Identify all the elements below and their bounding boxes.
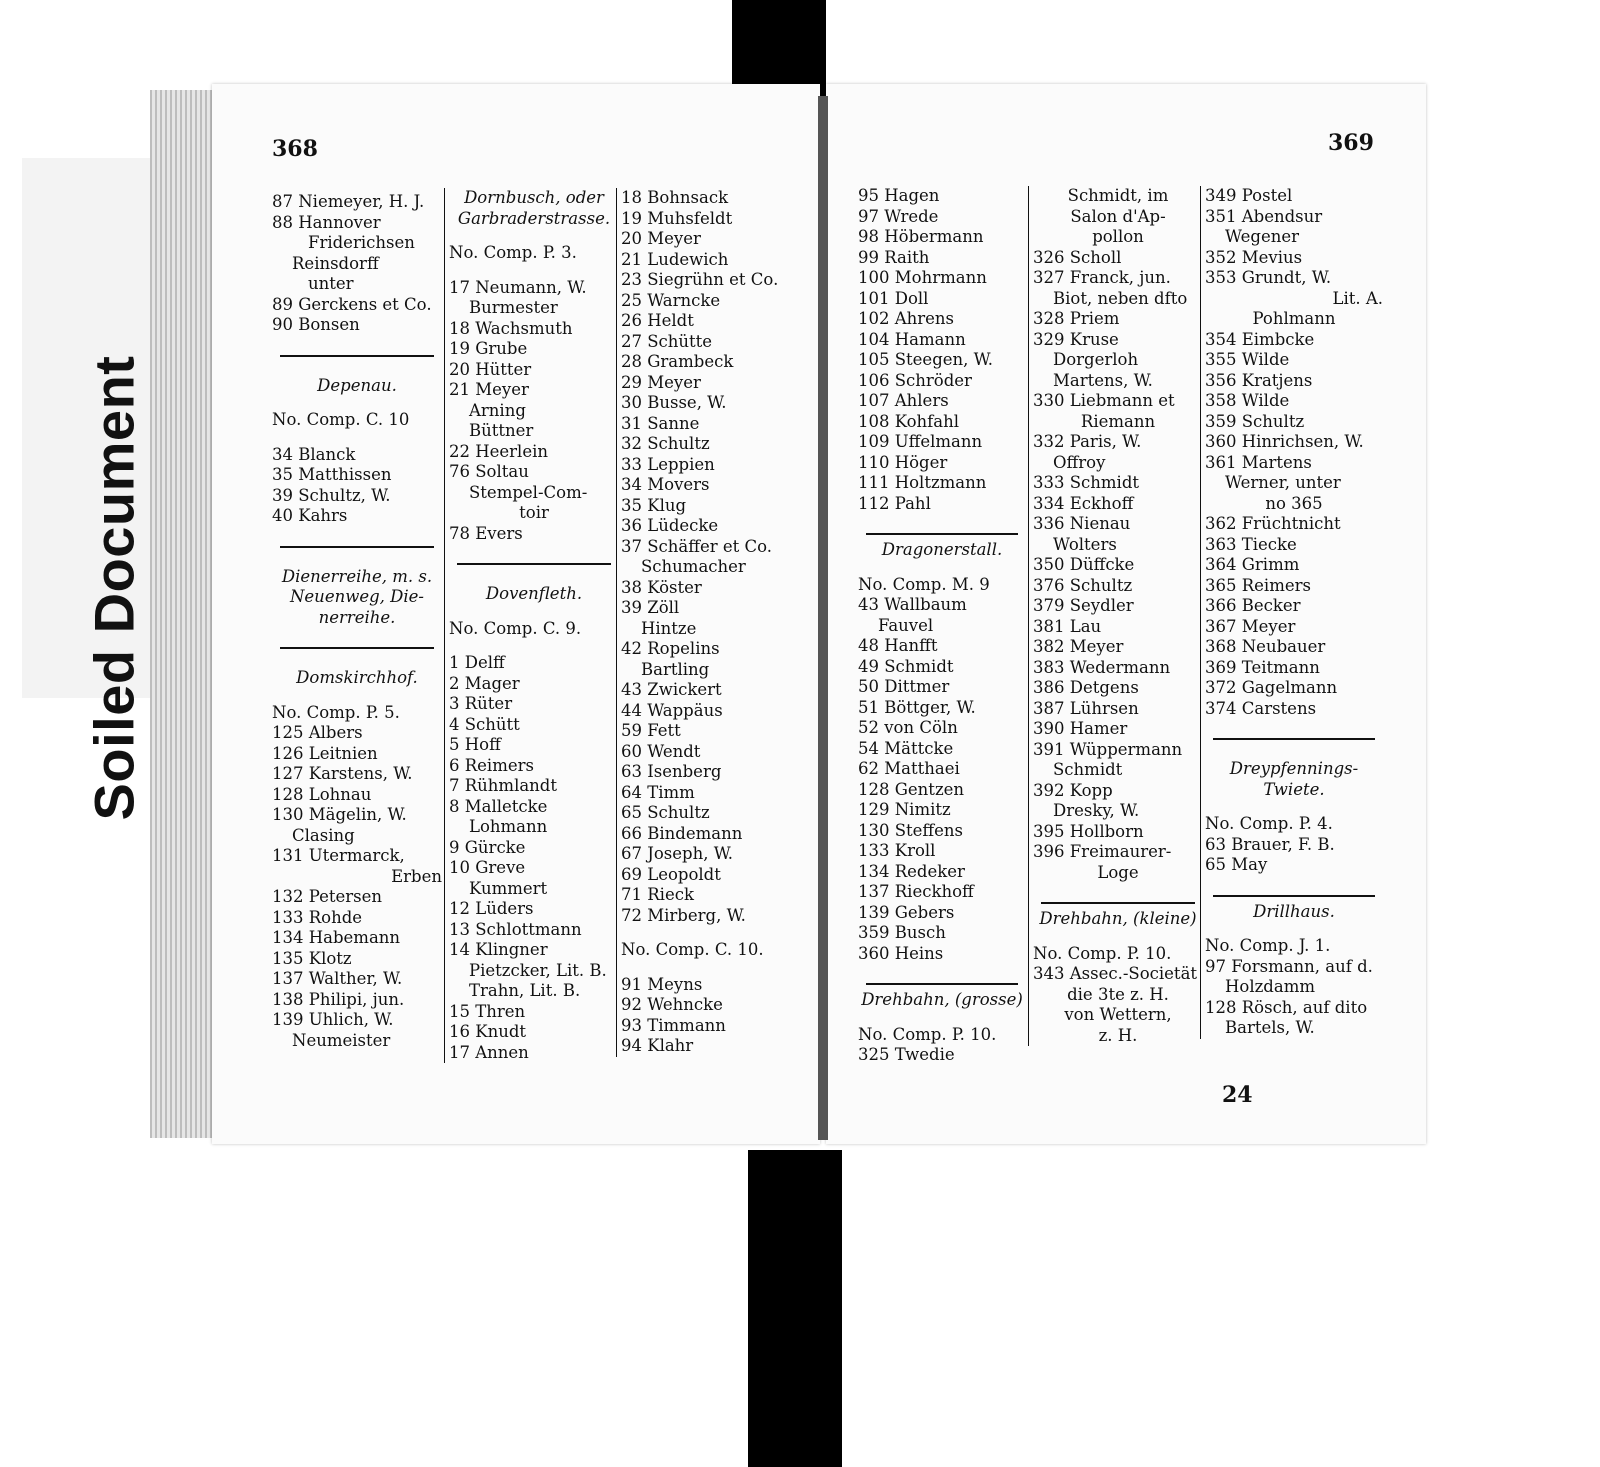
directory-entry: 138 Philipi, jun. xyxy=(272,989,405,1009)
directory-entry: 5 Hoff xyxy=(449,735,501,754)
street-heading: Dragonerstall. xyxy=(881,540,1003,559)
directory-entry: 37 Schäffer et Co. xyxy=(621,536,773,556)
spacer xyxy=(1033,930,1203,944)
directory-entry: 4 Schütt xyxy=(449,714,520,734)
section-rule xyxy=(1033,897,1203,909)
directory-entry: 48 Hanfft xyxy=(858,636,938,655)
directory-entry: Martens, W. xyxy=(1053,370,1153,390)
directory-entry: no 365 xyxy=(1265,493,1323,513)
street-heading: Domskirchhof. xyxy=(296,668,418,687)
directory-entry: 95 Hagen xyxy=(858,186,940,205)
directory-entry: 364 Grimm xyxy=(1205,555,1300,574)
directory-entry: No. Comp. C. 9. xyxy=(449,618,582,638)
directory-entry: Clasing xyxy=(292,825,355,845)
spacer xyxy=(621,926,809,940)
directory-entry: Pietzcker, Lit. B. xyxy=(469,960,607,980)
street-heading: Garbraderstrasse. xyxy=(457,208,611,228)
directory-entry: Bartling xyxy=(641,659,710,679)
directory-entry: 351 Abendsur xyxy=(1205,206,1323,226)
directory-entry: 29 Meyer xyxy=(621,372,701,392)
directory-entry: 12 Lüders xyxy=(449,899,534,918)
directory-entry: 50 Dittmer xyxy=(858,677,950,696)
directory-entry: 25 Warncke xyxy=(621,290,721,310)
section-rule xyxy=(449,558,619,570)
directory-entry: 336 Nienau xyxy=(1033,514,1131,533)
street-heading: Depenau. xyxy=(317,375,397,395)
spacer xyxy=(272,431,442,445)
spacer xyxy=(272,396,442,410)
directory-entry: 23 Siegrühn et Co. xyxy=(621,270,779,289)
directory-entry: 49 Schmidt xyxy=(858,656,954,676)
section-rule xyxy=(858,978,1026,990)
right-column-3 xyxy=(1200,186,1383,1039)
spacer xyxy=(449,639,619,653)
directory-entry: 39 Zöll xyxy=(621,598,680,617)
directory-entry: 381 Lau xyxy=(1033,616,1102,636)
directory-entry: 31 Sanne xyxy=(621,413,700,433)
directory-entry: 325 Twedie xyxy=(858,1045,955,1064)
book-gutter xyxy=(818,96,828,1140)
directory-entry: 374 Carstens xyxy=(1205,698,1317,718)
directory-entry: Salon d'Ap- xyxy=(1070,206,1166,226)
directory-entry: 390 Hamer xyxy=(1033,719,1128,738)
directory-entry: 125 Albers xyxy=(272,723,363,742)
directory-entry: 133 Kroll xyxy=(858,841,936,860)
directory-entry: toir xyxy=(519,503,549,522)
directory-entry: Burmester xyxy=(469,298,558,317)
directory-entry: 93 Timmann xyxy=(621,1015,726,1035)
directory-entry: 2 Mager xyxy=(449,673,520,693)
spacer xyxy=(272,336,442,350)
street-heading: Twiete. xyxy=(1263,779,1325,799)
soiled-document-stamp xyxy=(22,158,153,821)
directory-entry: 15 Thren xyxy=(449,1001,526,1021)
directory-entry: Trahn, Lit. B. xyxy=(469,981,581,1000)
directory-entry: Dorgerloh xyxy=(1053,350,1139,369)
directory-entry: No. Comp. P. 10. xyxy=(858,1024,997,1044)
directory-entry: 379 Seydler xyxy=(1033,596,1134,615)
directory-entry: 330 Liebmann et xyxy=(1033,391,1175,410)
directory-entry: Reinsdorff xyxy=(292,253,379,273)
street-heading: Neuenweg, Die- xyxy=(289,587,424,606)
directory-entry: 6 Reimers xyxy=(449,755,534,775)
directory-entry: 349 Postel xyxy=(1205,186,1293,205)
directory-entry: 3 Rüter xyxy=(449,694,513,713)
directory-entry: No. Comp. C. 10. xyxy=(621,940,764,959)
directory-entry: No. Comp. P. 3. xyxy=(449,243,577,262)
directory-entry: 19 Grube xyxy=(449,339,528,358)
directory-entry: 329 Kruse xyxy=(1033,329,1119,349)
directory-entry: 383 Wedermann xyxy=(1033,657,1171,677)
directory-entry: z. H. xyxy=(1098,1025,1138,1045)
spacer xyxy=(621,961,809,975)
directory-entry: 126 Leitnien xyxy=(272,743,378,763)
directory-entry: Neumeister xyxy=(292,1030,391,1050)
directory-entry: 131 Utermarck, xyxy=(272,846,405,865)
directory-entry: 387 Lührsen xyxy=(1033,698,1139,718)
directory-entry: 365 Reimers xyxy=(1205,575,1311,595)
spacer xyxy=(449,544,619,558)
directory-entry: 128 Gentzen xyxy=(858,779,965,799)
spacer xyxy=(272,527,442,541)
directory-entry: 110 Höger xyxy=(858,452,948,472)
section-rule xyxy=(272,350,442,362)
directory-entry: Erben xyxy=(391,866,442,886)
directory-entry: 137 Rieckhoff xyxy=(858,882,974,901)
directory-entry: 34 Movers xyxy=(621,475,710,494)
directory-entry: 97 Forsmann, auf d. xyxy=(1205,956,1373,976)
directory-entry: 35 Klug xyxy=(621,495,687,515)
directory-entry: 34 Blanck xyxy=(272,444,356,464)
spacer xyxy=(449,605,619,619)
directory-entry: Wolters xyxy=(1053,534,1117,554)
directory-entry: 105 Steegen, W. xyxy=(858,350,993,369)
directory-entry: Wegener xyxy=(1225,227,1299,246)
street-heading: Dovenfleth. xyxy=(485,584,583,603)
directory-entry: 38 Köster xyxy=(621,577,702,597)
directory-entry: 35 Matthissen xyxy=(272,465,392,484)
stamp-label: Soiled Document xyxy=(82,355,146,821)
directory-entry: No. Comp. C. 10 xyxy=(272,410,410,429)
directory-entry: 391 Wüppermann xyxy=(1033,739,1183,759)
directory-entry: 36 Lüdecke xyxy=(621,516,719,535)
directory-entry: 130 Steffens xyxy=(858,820,964,840)
directory-entry: Friderichsen xyxy=(308,233,415,252)
directory-entry: Holzdamm xyxy=(1225,977,1315,996)
directory-entry: 134 Redeker xyxy=(858,861,965,881)
directory-entry: 130 Mägelin, W. xyxy=(272,805,407,824)
directory-entry: 359 Busch xyxy=(858,923,946,942)
directory-entry: 108 Kohfahl xyxy=(858,411,960,431)
directory-entry: 360 Hinrichsen, W. xyxy=(1205,432,1364,451)
directory-entry: 334 Eckhoff xyxy=(1033,493,1134,513)
directory-entry: Loge xyxy=(1097,862,1139,882)
left-column-1 xyxy=(272,192,442,1051)
directory-entry: 101 Doll xyxy=(858,288,929,308)
directory-entry: 137 Walther, W. xyxy=(272,969,403,988)
directory-entry: 51 Böttger, W. xyxy=(858,697,976,717)
directory-entry: 367 Meyer xyxy=(1205,616,1296,636)
directory-entry: 66 Bindemann xyxy=(621,823,743,843)
directory-entry: 9 Gürcke xyxy=(449,837,526,857)
spacer xyxy=(1205,876,1383,890)
directory-entry: 111 Holtzmann xyxy=(858,473,987,492)
directory-entry: 99 Raith xyxy=(858,247,930,267)
directory-entry: 392 Kopp xyxy=(1033,780,1113,800)
directory-entry: 386 Detgens xyxy=(1033,678,1139,697)
spacer xyxy=(449,229,619,243)
directory-entry: 71 Rieck xyxy=(621,885,694,904)
directory-entry: pollon xyxy=(1092,227,1144,246)
directory-entry: 32 Schultz xyxy=(621,434,710,453)
street-heading: Dienerreihe, m. s. xyxy=(281,566,433,586)
directory-entry: 21 Ludewich xyxy=(621,249,729,269)
directory-entry: 92 Wehncke xyxy=(621,995,723,1014)
directory-entry: 78 Evers xyxy=(449,523,523,543)
section-rule xyxy=(1205,890,1383,902)
spacer xyxy=(449,570,619,584)
directory-entry: No. Comp. J. 1. xyxy=(1205,936,1331,955)
directory-entry: 333 Schmidt xyxy=(1033,473,1140,492)
street-heading: nerreihe. xyxy=(318,607,396,627)
directory-entry: Schmidt xyxy=(1053,760,1123,779)
directory-entry: 43 Wallbaum xyxy=(858,595,967,614)
spacer xyxy=(272,362,442,376)
directory-entry: 20 Meyer xyxy=(621,229,701,248)
directory-entry: 76 Soltau xyxy=(449,462,529,481)
street-heading: Dornbusch, oder xyxy=(464,188,604,207)
directory-entry: 343 Assec.-Societät xyxy=(1033,964,1198,983)
directory-entry: 42 Ropelins xyxy=(621,639,720,658)
directory-entry: 67 Joseph, W. xyxy=(621,844,734,863)
directory-entry: 16 Knudt xyxy=(449,1022,527,1041)
directory-entry: 352 Mevius xyxy=(1205,247,1303,267)
directory-entry: 90 Bonsen xyxy=(272,315,360,334)
directory-entry: 60 Wendt xyxy=(621,741,701,761)
directory-entry: 87 Niemeyer, H. J. xyxy=(272,192,425,211)
directory-entry: 358 Wilde xyxy=(1205,391,1290,410)
directory-entry: 356 Kratjens xyxy=(1205,370,1313,390)
directory-entry: 139 Uhlich, W. xyxy=(272,1010,394,1029)
directory-entry: 353 Grundt, W. xyxy=(1205,268,1332,287)
directory-entry: 65 May xyxy=(1205,855,1268,874)
directory-entry: 327 Franck, jun. xyxy=(1033,268,1171,287)
directory-entry: 72 Mirberg, W. xyxy=(621,905,746,925)
directory-entry: Pohlmann xyxy=(1252,309,1336,328)
directory-entry: 134 Habemann xyxy=(272,928,401,947)
directory-entry: 361 Martens xyxy=(1205,452,1312,472)
directory-entry: Riemann xyxy=(1080,411,1156,431)
directory-entry: 52 von Cöln xyxy=(858,718,958,737)
directory-entry: Schumacher xyxy=(641,557,746,576)
spacer xyxy=(1205,745,1383,759)
directory-entry: 43 Zwickert xyxy=(621,680,722,699)
directory-entry: No. Comp. M. 9 xyxy=(858,574,990,594)
directory-entry: 40 Kahrs xyxy=(272,506,348,525)
directory-entry: 366 Becker xyxy=(1205,596,1301,615)
directory-entry: 94 Klahr xyxy=(621,1036,694,1055)
street-heading: Drehbahn, (grosse) xyxy=(861,990,1023,1009)
left-column-3 xyxy=(616,188,809,1057)
right-column-2 xyxy=(1028,186,1203,1046)
directory-entry: 8 Malletcke xyxy=(449,796,548,816)
directory-entry: 19 Muhsfeldt xyxy=(621,208,733,228)
directory-entry: Büttner xyxy=(469,421,534,440)
left-page-number: 368 xyxy=(272,136,318,162)
directory-entry: 97 Wrede xyxy=(858,206,939,226)
directory-entry: von Wettern, xyxy=(1064,1005,1172,1024)
directory-entry: 10 Greve xyxy=(449,858,526,877)
spacer xyxy=(272,689,442,703)
directory-entry: 368 Neubauer xyxy=(1205,637,1326,656)
directory-entry: No. Comp. P. 4. xyxy=(1205,814,1333,833)
directory-entry: 17 Neumann, W. xyxy=(449,277,587,297)
left-column-2 xyxy=(444,188,619,1063)
directory-entry: 39 Schultz, W. xyxy=(272,485,391,505)
directory-entry: 102 Ahrens xyxy=(858,309,955,328)
directory-entry: Arning xyxy=(469,400,526,420)
directory-entry: 89 Gerckens et Co. xyxy=(272,294,432,314)
spacer xyxy=(272,654,442,668)
page-edges xyxy=(150,90,220,1138)
directory-entry: 64 Timm xyxy=(621,782,695,802)
street-heading: Drehbahn, (kleine) xyxy=(1039,909,1197,928)
directory-entry: 328 Priem xyxy=(1033,309,1120,328)
directory-entry: 18 Wachsmuth xyxy=(449,318,573,338)
directory-entry: Dresky, W. xyxy=(1053,801,1140,820)
right-column-1 xyxy=(858,186,1026,1066)
directory-entry: 28 Grambeck xyxy=(621,352,734,371)
directory-entry: 135 Klotz xyxy=(272,948,352,968)
directory-entry: die 3te z. H. xyxy=(1067,984,1169,1004)
signature-mark: 24 xyxy=(1222,1082,1253,1108)
spacer xyxy=(272,628,442,642)
directory-entry: 332 Paris, W. xyxy=(1033,432,1142,451)
spacer xyxy=(858,1011,1026,1025)
right-page-number: 369 xyxy=(1328,130,1374,156)
directory-entry: 128 Rösch, auf dito xyxy=(1205,997,1368,1017)
directory-entry: 21 Meyer xyxy=(449,380,529,399)
directory-entry: 107 Ahlers xyxy=(858,391,949,410)
directory-entry: Lit. A. xyxy=(1332,288,1383,308)
directory-entry: 54 Mättcke xyxy=(858,738,954,758)
directory-entry: Hintze xyxy=(641,618,697,638)
directory-entry: 22 Heerlein xyxy=(449,441,548,461)
directory-entry: 396 Freimaurer- xyxy=(1033,842,1172,861)
directory-entry: 91 Meyns xyxy=(621,974,703,994)
directory-entry: 33 Leppien xyxy=(621,454,715,474)
directory-entry: 372 Gagelmann xyxy=(1205,678,1338,697)
directory-entry: Offroy xyxy=(1053,452,1106,472)
directory-entry: 104 Hamann xyxy=(858,329,966,349)
spacer xyxy=(1205,719,1383,733)
directory-entry: Fauvel xyxy=(878,615,934,635)
directory-entry: 88 Hannover xyxy=(272,212,381,232)
directory-entry: No. Comp. P. 10. xyxy=(1033,943,1172,963)
directory-entry: 129 Nimitz xyxy=(858,800,951,819)
directory-entry: 1 Delff xyxy=(449,653,505,672)
spacer xyxy=(272,553,442,567)
directory-entry: 27 Schütte xyxy=(621,331,713,351)
spacer xyxy=(858,561,1026,575)
directory-entry: 355 Wilde xyxy=(1205,350,1290,369)
directory-entry: 100 Mohrmann xyxy=(858,268,987,287)
directory-entry: No. Comp. P. 5. xyxy=(272,702,400,722)
directory-entry: 69 Leopoldt xyxy=(621,864,721,884)
directory-entry: 376 Schultz xyxy=(1033,575,1133,595)
directory-entry: 65 Schultz xyxy=(621,803,710,822)
section-rule xyxy=(272,642,442,654)
directory-entry: 20 Hütter xyxy=(449,359,532,379)
section-rule xyxy=(858,528,1026,540)
directory-entry: Schmidt, im xyxy=(1067,186,1169,205)
directory-entry: 63 Brauer, F. B. xyxy=(1205,834,1335,854)
directory-entry: 109 Uffelmann xyxy=(858,432,983,451)
directory-entry: 350 Düffcke xyxy=(1033,555,1135,574)
directory-entry: 395 Hollborn xyxy=(1033,821,1144,841)
directory-entry: 139 Gebers xyxy=(858,902,955,922)
directory-entry: 132 Petersen xyxy=(272,887,383,906)
spacer xyxy=(1205,800,1383,814)
directory-entry: 106 Schröder xyxy=(858,370,972,390)
spacer xyxy=(858,964,1026,978)
directory-entry: 128 Lohnau xyxy=(272,784,372,804)
directory-entry: 18 Bohnsack xyxy=(621,188,729,207)
directory-entry: 13 Schlottmann xyxy=(449,919,582,939)
binder-clip-top xyxy=(732,0,826,96)
directory-entry: 63 Isenberg xyxy=(621,762,722,781)
directory-entry: 127 Karstens, W. xyxy=(272,764,413,783)
directory-entry: 62 Matthaei xyxy=(858,759,960,778)
spacer xyxy=(858,514,1026,528)
directory-entry: 26 Heldt xyxy=(621,311,694,330)
section-rule xyxy=(272,541,442,553)
directory-entry: 363 Tiecke xyxy=(1205,534,1297,554)
directory-entry: 369 Teitmann xyxy=(1205,657,1320,677)
directory-entry: 44 Wappäus xyxy=(621,700,723,720)
directory-entry: 14 Klingner xyxy=(449,940,548,959)
binder-clip-bottom xyxy=(748,1150,842,1467)
directory-entry: Kummert xyxy=(469,878,548,898)
directory-entry: Bartels, W. xyxy=(1225,1018,1315,1037)
directory-entry: 59 Fett xyxy=(621,721,681,740)
directory-entry: 359 Schultz xyxy=(1205,411,1305,431)
directory-entry: Lohmann xyxy=(469,817,548,836)
street-heading: Drillhaus. xyxy=(1253,901,1335,921)
spacer xyxy=(1033,883,1203,897)
spacer xyxy=(1205,922,1383,936)
section-rule xyxy=(1205,733,1383,745)
directory-entry: Stempel-Com- xyxy=(469,482,588,502)
directory-entry: 326 Scholl xyxy=(1033,247,1122,267)
spacer xyxy=(449,264,619,278)
directory-entry: 362 Früchtnicht xyxy=(1205,514,1341,533)
street-heading: Dreypfennings- xyxy=(1229,759,1359,778)
directory-entry: 360 Heins xyxy=(858,943,944,963)
directory-entry: 382 Meyer xyxy=(1033,637,1124,656)
directory-entry: 133 Rohde xyxy=(272,907,363,927)
directory-entry: Biot, neben dfto xyxy=(1053,288,1188,308)
directory-entry: unter xyxy=(308,274,354,293)
directory-entry: 17 Annen xyxy=(449,1042,529,1062)
directory-entry: Werner, unter xyxy=(1225,473,1341,492)
directory-entry: 7 Rühmlandt xyxy=(449,776,557,795)
directory-entry: 354 Eimbcke xyxy=(1205,329,1315,349)
directory-entry: 112 Pahl xyxy=(858,493,931,513)
directory-entry: 30 Busse, W. xyxy=(621,393,727,412)
directory-entry: 98 Höbermann xyxy=(858,227,984,246)
